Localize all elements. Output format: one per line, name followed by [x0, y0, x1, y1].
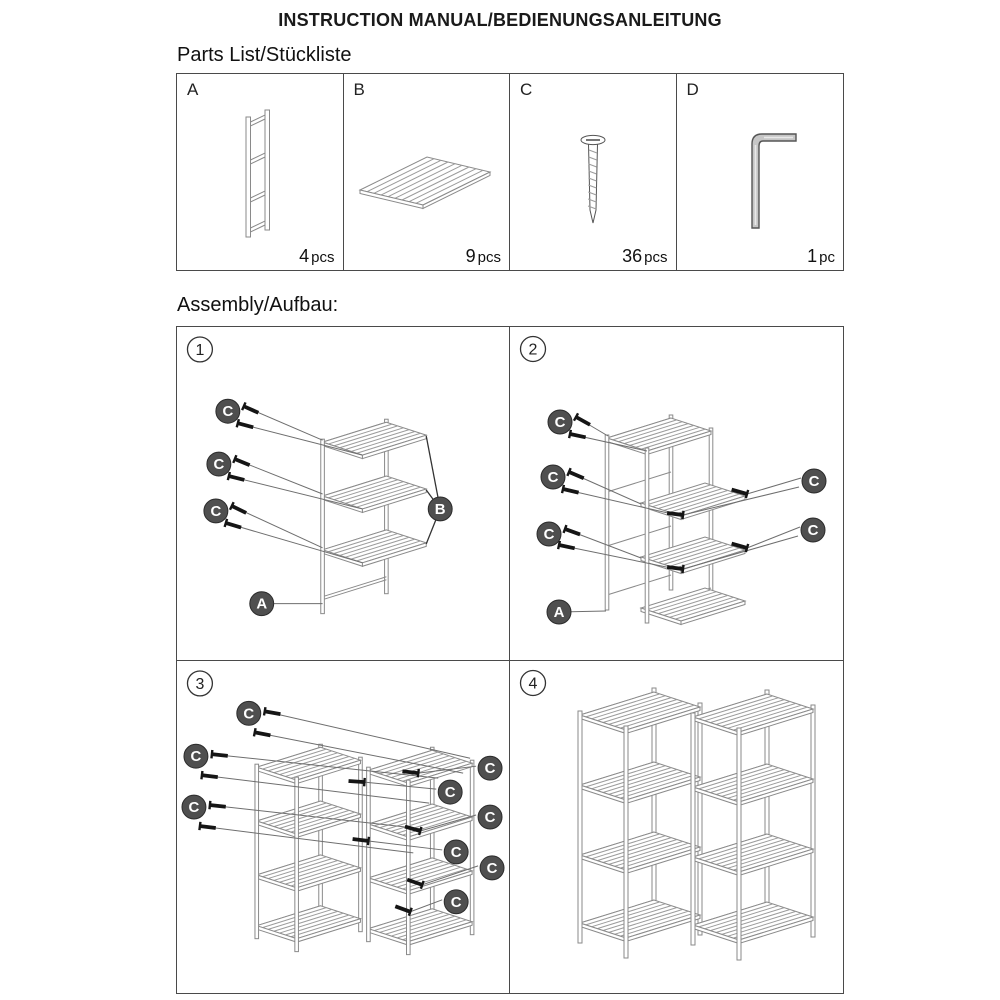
svg-text:C: C — [222, 403, 234, 421]
step-4-panel — [510, 661, 843, 994]
hex-key-icon — [744, 128, 804, 238]
svg-text:2: 2 — [528, 341, 538, 359]
shelf-unit-drawing — [578, 688, 702, 958]
svg-text:C: C — [486, 859, 498, 877]
svg-text:C: C — [450, 843, 462, 861]
part-label-badge — [207, 452, 231, 476]
part-label: D — [686, 80, 699, 99]
step-number — [521, 671, 546, 696]
part-label-badge — [801, 518, 825, 542]
part-label-badge — [537, 522, 561, 546]
svg-text:A: A — [553, 604, 565, 621]
part-label-badge — [438, 780, 462, 804]
part-label-badge — [182, 795, 206, 819]
part-cell-b — [344, 74, 511, 270]
part-cell-c — [510, 74, 677, 270]
shelf-unit-drawing — [691, 690, 815, 960]
part-label-badge — [478, 756, 502, 780]
screw-icon — [571, 130, 615, 242]
part-label-badge — [478, 805, 502, 829]
step-2-diagram — [510, 327, 843, 660]
part-qty: 9 pcs — [465, 246, 501, 266]
part-label-badge — [204, 499, 228, 523]
part-label-badge — [547, 600, 571, 624]
step-1-panel — [177, 327, 510, 661]
step-1-diagram — [177, 327, 509, 660]
shelf-b-part — [323, 530, 427, 566]
part-label-badge — [480, 856, 504, 880]
step-3-panel — [177, 661, 510, 994]
part-label-badge — [548, 410, 572, 434]
shelf-unit-drawing — [255, 744, 362, 951]
part-label-badge — [428, 497, 452, 521]
part-label: A — [187, 80, 199, 99]
part-label-badge — [541, 465, 565, 489]
svg-text:C: C — [543, 526, 555, 543]
step-number — [187, 337, 212, 362]
svg-text:C: C — [547, 469, 559, 486]
parts-list-heading: Parts List/Stückliste — [177, 44, 352, 66]
svg-text:B: B — [434, 500, 446, 518]
svg-text:C: C — [444, 784, 456, 802]
svg-text:C: C — [484, 809, 496, 827]
svg-text:C: C — [213, 456, 225, 474]
svg-text:C: C — [243, 705, 255, 723]
svg-text:C: C — [190, 748, 202, 766]
assembly-grid — [176, 326, 844, 994]
part-qty: 1 pc — [807, 246, 835, 266]
part-qty: 4 pcs — [299, 246, 335, 266]
part-cell-d — [677, 74, 844, 270]
shelf-b-part — [323, 476, 427, 512]
step-3-diagram — [177, 661, 509, 994]
part-label-badge — [444, 890, 468, 914]
assembly-heading: Assembly/Aufbau: — [177, 294, 339, 316]
svg-text:C: C — [188, 799, 200, 817]
step-number — [521, 337, 546, 362]
part-label-badge — [216, 399, 240, 423]
part-label-badge — [237, 701, 261, 725]
svg-text:4: 4 — [528, 675, 538, 693]
svg-text:C: C — [210, 502, 222, 520]
part-label-badge — [184, 744, 208, 768]
part-label: C — [520, 80, 533, 99]
svg-text:C: C — [807, 522, 819, 539]
slatted-shelf-icon — [351, 148, 501, 220]
part-qty: 36 pcs — [622, 246, 668, 266]
svg-text:A: A — [256, 595, 268, 613]
shelf-b-part — [323, 422, 427, 458]
step-number — [187, 671, 212, 696]
part-label-badge — [250, 592, 274, 616]
svg-text:C: C — [554, 414, 566, 431]
svg-text:1: 1 — [195, 341, 205, 359]
svg-text:C: C — [450, 893, 462, 911]
svg-text:C: C — [484, 760, 496, 778]
step-2-panel — [510, 327, 843, 661]
part-label-badge — [444, 840, 468, 864]
part-label: B — [353, 80, 365, 99]
svg-text:3: 3 — [195, 675, 205, 693]
side-frame-icon — [225, 100, 295, 250]
page-title: INSTRUCTION MANUAL/BEDIENUNGSANLEITUNG — [278, 10, 722, 30]
part-cell-a — [177, 74, 344, 270]
part-label-badge — [802, 469, 826, 493]
parts-table — [176, 73, 844, 271]
step-4-diagram — [510, 661, 843, 994]
svg-text:C: C — [808, 473, 820, 490]
